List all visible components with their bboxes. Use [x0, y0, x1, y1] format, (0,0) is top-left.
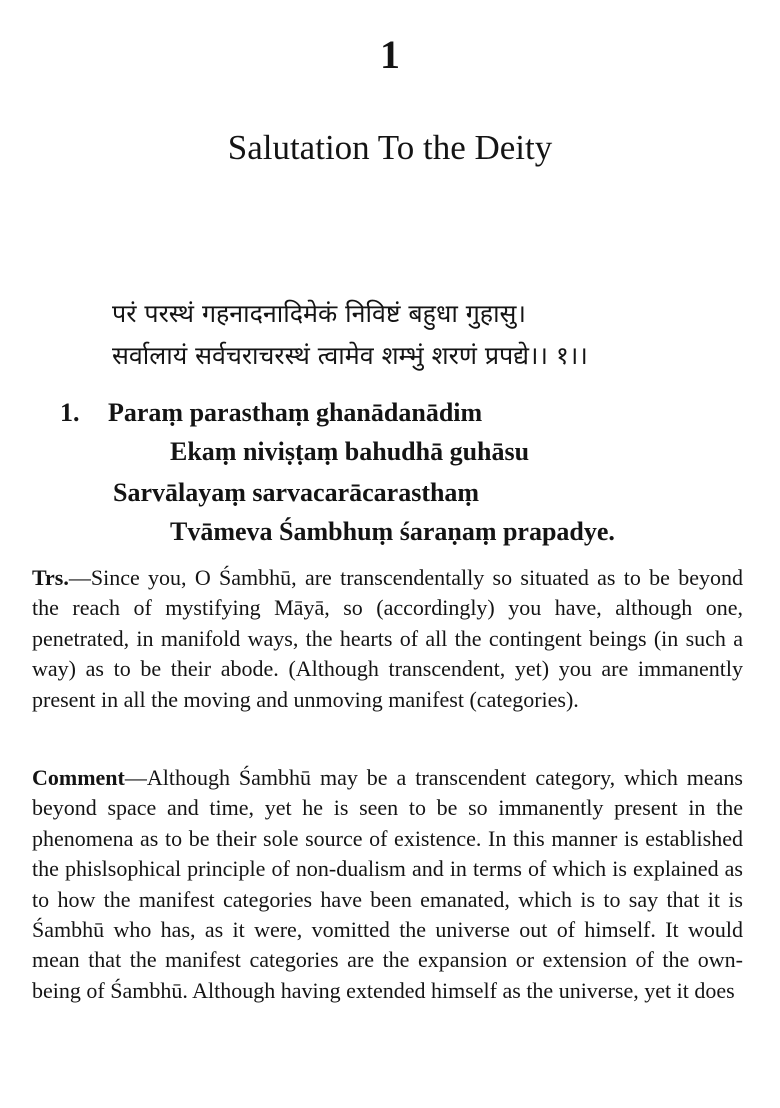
- comment-label: Comment: [32, 765, 125, 790]
- translation-label: Trs.: [32, 565, 69, 590]
- chapter-number: 1: [380, 32, 400, 77]
- translation-paragraph: [32, 563, 743, 715]
- sanskrit-verse-line-2: सर्वालायं सर्वचराचरस्थं त्वामेव शम्भुं शरणं प्रपद्ये।। १।।: [112, 341, 588, 370]
- translation-text: —Since you, O Śambhū, are transcendentally so situated as to be beyond the reach of mystifying Māyā, so (accordingly) you have, although one, penetrated, in manifold ways, the hearts of all the contingent beings (in such a way) as to be their abode. (Although transcendent, yet) you are immanently present in all the moving and unmoving manifest (categories).: [32, 565, 743, 712]
- transliteration-line-3: Sarvālayaṃ sarvacarācarasthaṃ: [113, 478, 480, 507]
- comment-text: —Although Śambhū may be a transcendent category, which means beyond space and time, yet he is seen to be so immanently present in the phenomena as to be their sole source of existence. In this manner is established the phislsophical principle of non-dualism and in terms of which is explained as to how the manifest categories have been emanated, which is to say that it is Śambhū who has, as it were, vomitted the universe out of himself. It would mean that the manifest categories are the expansion or extension of the own-being of Śambhū. Although having extended himself as the universe, yet it does: [32, 765, 743, 1003]
- chapter-title: Salutation To the Deity: [227, 128, 553, 167]
- comment-paragraph: [32, 763, 743, 1006]
- sanskrit-verse-line-1: परं परस्थं गहनादनादिमेकं निविष्टं बहुधा गुहासु।: [112, 299, 526, 328]
- transliteration-line-1: Paraṃ parasthaṃ ghanādanādim: [108, 398, 483, 427]
- transliteration-line-4: Tvāmeva Śambhuṃ śaraṇaṃ prapadye.: [170, 517, 615, 546]
- transliteration-line-2: Ekaṃ niviṣṭaṃ bahudhā guhāsu: [170, 437, 530, 466]
- verse-number: 1.: [60, 398, 80, 427]
